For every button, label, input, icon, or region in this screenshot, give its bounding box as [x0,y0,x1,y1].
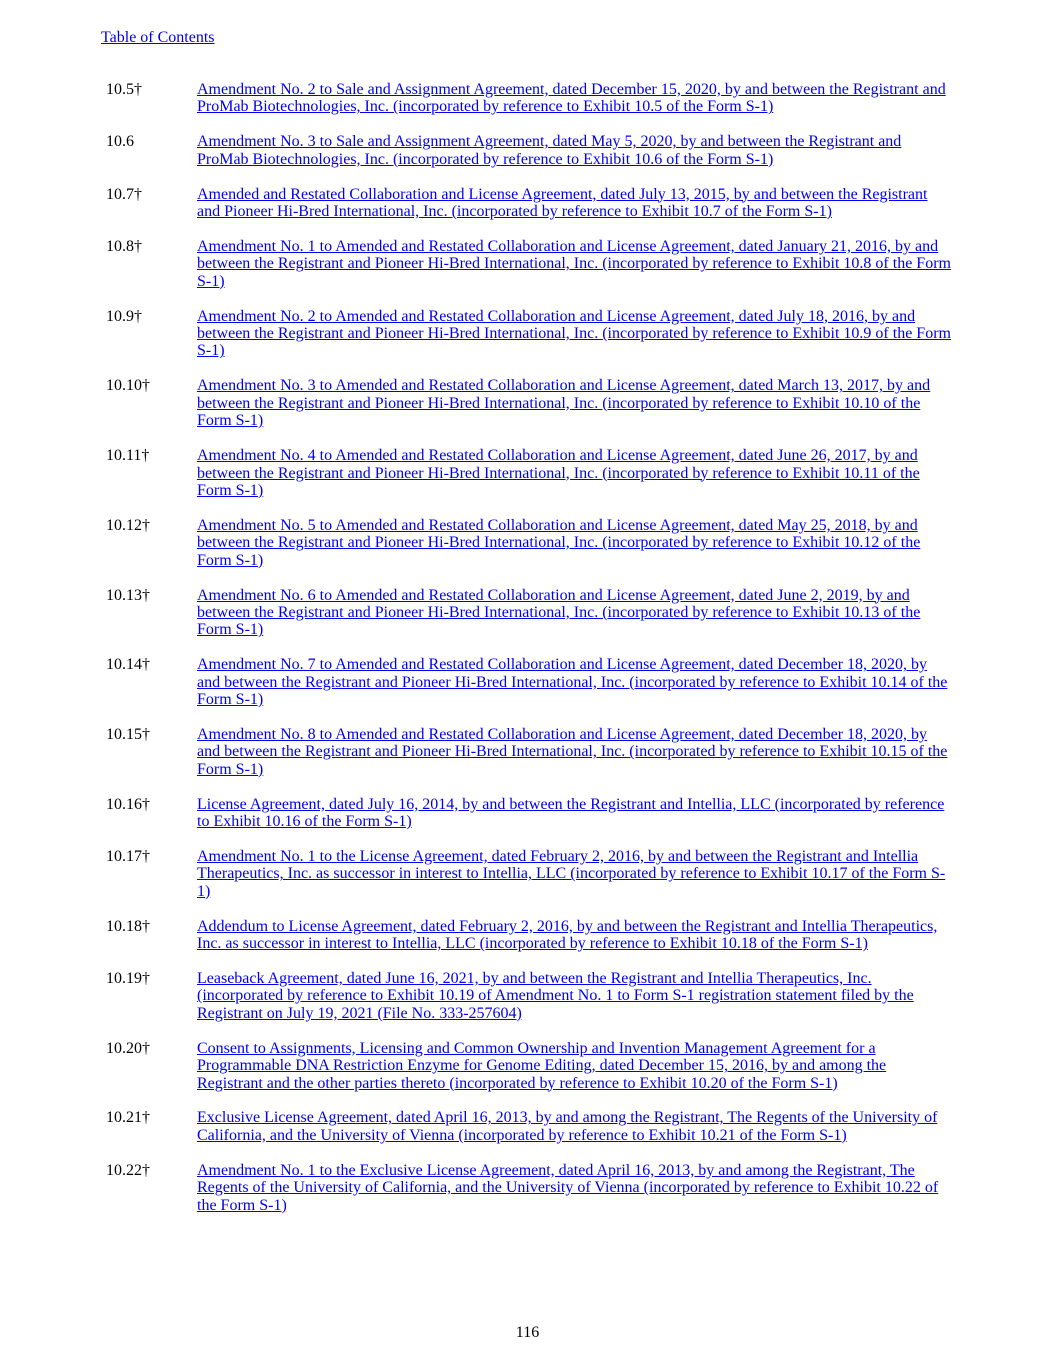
exhibit-number: 10.9† [106,307,142,325]
exhibit-list [106,81,966,1232]
exhibit-link[interactable]: Leaseback Agreement, dated June 16, 2021, by and between the Registrant and Intellia Therapeutics, Inc. (incorporated by reference to Exhibit 10.19 of Amendment No. 1 to Form S-1 registration statement filed by the Registrant on July 19, 2021 (File No. 333-257604) [197,970,914,1022]
exhibit-row [106,308,966,360]
table-of-contents-link[interactable]: Table of Contents [101,29,215,46]
exhibit-number: 10.5† [106,81,142,98]
exhibit-link[interactable]: Exclusive License Agreement, dated April 16, 2013, by and among the Registrant, The Regents of the University of California, and the University of Vienna (incorporated by reference to Exhibit 10.21 of the Form S-1) [197,1109,938,1144]
exhibit-row [106,1162,966,1214]
exhibit-number: 10.19† [106,970,150,988]
exhibit-number: 10.18† [106,917,150,935]
exhibit-number: 10.6 [106,133,134,151]
exhibit-number: 10.16† [106,795,150,813]
exhibit-link[interactable]: Addendum to License Agreement, dated February 2, 2016, by and between the Registrant and Intellia Therapeutics, Inc. as successor in interest to Intellia, LLC (incorporated by reference to Exhibit 10.18 of the Form S-1) [197,917,938,953]
exhibit-number: 10.14† [106,656,150,674]
exhibit-number: 10.10† [106,377,150,395]
exhibit-number: 10.13† [106,586,150,604]
exhibit-row [106,517,966,569]
exhibit-row [106,377,966,429]
exhibit-link[interactable]: Amendment No. 2 to Amended and Restated Collaboration and License Agreement, dated July 18, 2016, by and between the Registrant and Pioneer Hi-Bred International, Inc. (incorporated by reference to Exhibit 10.9 of the Form S-1) [197,307,951,360]
exhibit-row [106,1109,966,1144]
exhibit-row [106,656,966,708]
exhibit-row [106,1040,966,1092]
exhibit-row [106,848,966,900]
exhibit-link[interactable]: Amended and Restated Collaboration and License Agreement, dated July 13, 2015, by and between the Registrant and Pioneer Hi-Bred International, Inc. (incorporated by reference to Exhibit 10.7 of the Form S-1) [197,185,928,221]
exhibit-row [106,238,966,290]
exhibit-number: 10.20† [106,1039,150,1057]
exhibit-row [106,186,966,221]
exhibit-number: 10.21† [106,1109,150,1127]
exhibit-row [106,726,966,778]
page-number: 116 [515,1324,540,1341]
exhibit-link[interactable]: Amendment No. 7 to Amended and Restated Collaboration and License Agreement, dated December 18, 2020, by and between the Registrant and Pioneer Hi-Bred International, Inc. (incorporated by reference to Exhibit 10.14 of the Form S-1) [197,656,948,709]
exhibit-number: 10.15† [106,725,150,743]
exhibit-row [106,970,966,1022]
exhibit-link[interactable]: Amendment No. 5 to Amended and Restated Collaboration and License Agreement, dated May 25, 2018, by and between the Registrant and Pioneer Hi-Bred International, Inc. (incorporated by reference to Exhibit 10.12 of the Form S-1) [197,516,921,569]
exhibit-link[interactable]: Amendment No. 1 to Amended and Restated Collaboration and License Agreement, dated January 21, 2016, by and between the Registrant and Pioneer Hi-Bred International, Inc. (incorporated by reference to Exhibit 10.8 of the Form S-1) [197,237,951,290]
exhibit-number: 10.7† [106,185,142,203]
exhibit-link[interactable]: Amendment No. 3 to Sale and Assignment Agreement, dated May 5, 2020, by and between the Registrant and ProMab Biotechnologies, Inc. (incorporated by reference to Exhibit 10.6 of the Form S-1) [197,133,902,168]
exhibit-row [106,918,966,953]
exhibit-link[interactable]: Amendment No. 8 to Amended and Restated Collaboration and License Agreement, dated December 18, 2020, by and between the Registrant and Pioneer Hi-Bred International, Inc. (incorporated by reference to Exhibit 10.15 of the Form S-1) [197,725,948,778]
exhibit-link[interactable]: Amendment No. 2 to Sale and Assignment Agreement, dated December 15, 2020, by and between the Registrant and ProMab Biotechnologies, Inc. (incorporated by reference to Exhibit 10.5 of the Form S-1) [197,81,946,116]
exhibit-row [106,796,966,831]
exhibit-number: 10.17† [106,848,150,865]
exhibit-link[interactable]: Amendment No. 1 to the License Agreement, dated February 2, 2016, by and between the Registrant and Intellia Therapeutics, Inc. as successor in interest to Intellia, LLC (incorporated by reference to Exhibit 10.17 of the Form S-1) [197,848,946,900]
exhibit-number: 10.8† [106,237,142,255]
exhibit-link[interactable]: Amendment No. 1 to the Exclusive License Agreement, dated April 16, 2013, by and among the Registrant, The Regents of the University of California, and the University of Vienna (incorporated by reference to Exhibit 10.22 of the Form S-1) [197,1161,939,1214]
exhibit-number: 10.22† [106,1161,150,1179]
exhibit-row [106,81,966,116]
exhibit-link[interactable]: Amendment No. 6 to Amended and Restated Collaboration and License Agreement, dated June 2, 2019, by and between the Registrant and Pioneer Hi-Bred International, Inc. (incorporated by reference to Exhibit 10.13 of the Form S-1) [197,586,921,639]
exhibit-link[interactable]: Consent to Assignments, Licensing and Common Ownership and Invention Management Agreement for a Programmable DNA Restriction Enzyme for Genome Editing, dated December 15, 2016, by and among the Registrant and the other parties thereto (incorporated by reference to Exhibit 10.20 of the Form S-1) [197,1039,887,1092]
exhibit-row [106,587,966,639]
exhibit-link[interactable]: Amendment No. 4 to Amended and Restated Collaboration and License Agreement, dated June 26, 2017, by and between the Registrant and Pioneer Hi-Bred International, Inc. (incorporated by reference to Exhibit 10.11 of the Form S-1) [197,447,920,499]
exhibit-row [106,447,966,499]
exhibit-number: 10.11† [106,447,150,465]
exhibit-number: 10.12† [106,516,150,534]
exhibit-link[interactable]: Amendment No. 3 to Amended and Restated Collaboration and License Agreement, dated March 13, 2017, by and between the Registrant and Pioneer Hi-Bred International, Inc. (incorporated by reference to Exhibit 10.10 of the Form S-1) [197,377,931,430]
exhibit-row [106,133,966,168]
exhibit-link[interactable]: License Agreement, dated July 16, 2014, by and between the Registrant and Intellia, LLC (incorporated by reference to Exhibit 10.16 of the Form S-1) [197,795,945,831]
